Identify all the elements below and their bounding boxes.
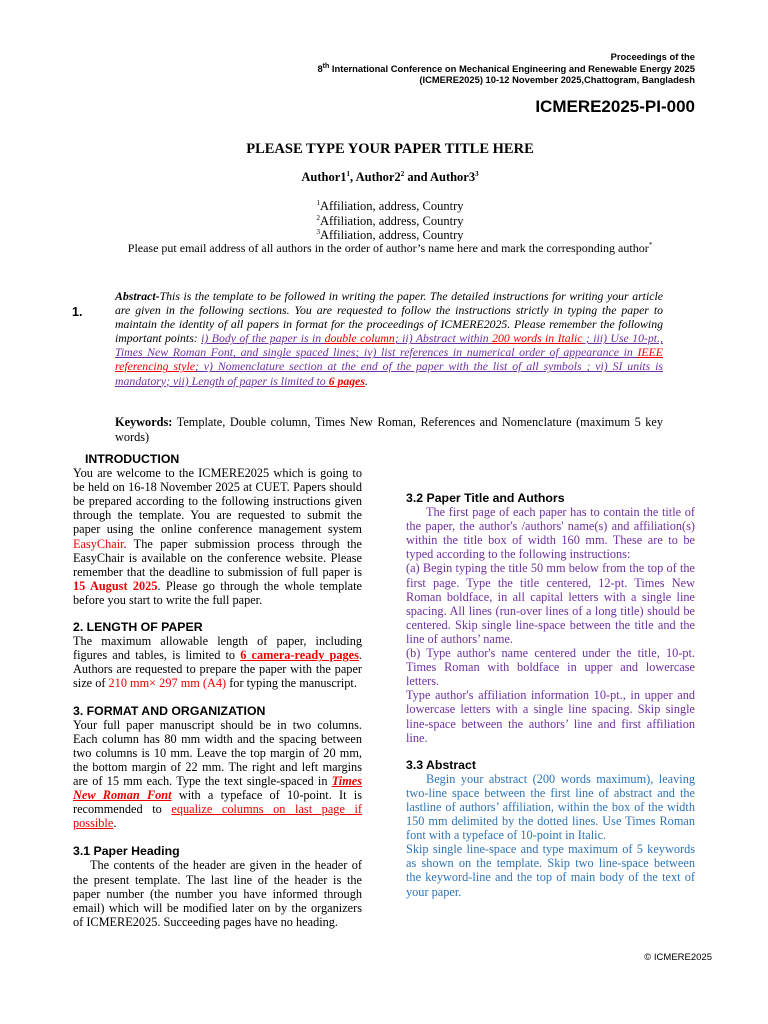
proc-line-1: Proceedings of the	[610, 51, 695, 62]
abstract: Abstract-This is the template to be followed in writing the paper. The detailed instructions for writing your article are given in the following sections. You are requested to follow the instructions strictly in typing the paper to maintain the identity of all papers in format for the proceedings of ICMERE2025. Please remember the following important points: i) Body of the paper is in double column; ii) Abstract within 200 words in Italic ; iii) Use 10-pt., Times New Roman Font, and single spaced lines; iv) list references in numerical order of appearance in IEEE referencing style; v) Nomenclature section at the end of the paper with the list of all symbols ; vi) SI units is mandatory; vii) Length of paper is limited to 6 pages.	[115, 289, 663, 388]
footer-copyright: © ICMERE2025	[644, 952, 712, 963]
proc-line-2: 8th International Conference on Mechanical Engineering and Renewable Energy 2025	[317, 62, 695, 74]
heading32-text-1: The first page of each paper has to contain the title of the paper, the author's /authors' name(s) and affiliation(s) within the title box of width 160 mm. These are to be typed according to the following instructions:	[406, 505, 695, 562]
author-line: $Author1^1$, $Author2^2$ and $Author3^3$	[301, 169, 479, 184]
format-text: Your full paper manuscript should be in two columns. Each column has 80 mm width and the spacing between two columns is 10 mm. Leave the top margin of 20 mm, the bottom margin of 22 mm. The right and left margins are of 15 mm each. Type the text single-spaced in Times New Roman Font with a typeface of 10-point. It is recommended to equalize columns on last page if possible.	[73, 717, 362, 831]
right-column	[406, 453, 695, 899]
intro-text: You are welcome to the ICMERE2025 which is going to be held on 16-18 November 2025 at CUET. Papers should be prepared according to the following instructions given through the template. You are requested to submit the paper using the online conference management system EasyChair. The paper submission process through the EasyChair is available on the conference website. Please remember that the deadline to submission of full paper is 15 August 2025. Please go through the whole template before you start to write the full paper.	[73, 466, 362, 607]
length-text: The maximum allowable length of paper, including figures and tables, is limited to 6 camera-ready pages. Authors are requested to prepare the paper with the paper size of 210 mm× 297 mm (A4) for typing the manuscript.	[73, 634, 362, 691]
heading32-text-4: Type author's affiliation information 10-pt., in upper and lowercase letters with a single line spacing. Skip single line-space between the authors’ line and first affiliation line.	[406, 688, 695, 745]
paper-title: PLEASE TYPE YOUR PAPER TITLE HERE	[246, 141, 534, 157]
heading31-heading: 3.1 Paper Heading	[73, 844, 180, 859]
heading31-continuation	[406, 453, 695, 481]
section-number: 1.	[72, 305, 83, 319]
paper-id: ICMERE2025-PI-000	[535, 97, 695, 116]
length-heading: 2. LENGTH OF PAPER	[73, 620, 203, 635]
keywords: Keywords: Template, Double column, Times New Roman, References and Nomenclature (maximum 5 key words)	[115, 415, 663, 444]
heading32-heading: 3.2 Paper Title and Authors	[406, 491, 565, 505]
heading32-text-2: (a) Begin typing the title 50 mm below from the top of the first page. Type the title centered, 12-pt. Times New Roman boldface, in all capital letters with a single line spacing. All lines (run-over lines of a long title) should be centered. Skip single line-space between the title and the line of authors’ name.	[406, 561, 695, 646]
heading32-text-3: (b) Type author's name centered under the title, 10-pt. Times Roman with boldface in upper and lowercase letters.	[406, 646, 695, 689]
left-column	[73, 452, 362, 929]
proc-line-3: (ICMERE2025) 10-12 November 2025,Chattogram, Bangladesh	[419, 74, 695, 85]
abstract-label: Abstract-	[115, 289, 160, 303]
intro-heading: INTRODUCTION	[85, 452, 180, 466]
heading33-heading: 3.3 Abstract	[406, 757, 476, 772]
affiliations	[0, 199, 768, 243]
email-note: Please put email address of all authors in the order of author’s name here and mark the corresponding author*	[127, 241, 653, 255]
format-heading: 3. FORMAT AND ORGANIZATION	[73, 703, 266, 718]
affiliation-1: $^1$Affiliation, address, Country	[316, 198, 464, 213]
heading31-text-part1: The contents of the header are given in the header of the present template. The last line of the header is the paper number (the number you have informed through email) which will be modified later on by the organizers of ICMERE2025. Succeeding pages have no heading.	[73, 858, 362, 929]
affiliation-2: $^2$Affiliation, address, Country	[316, 213, 464, 228]
proceedings-header	[317, 51, 695, 86]
heading33-text-1: Begin your abstract (200 words maximum), leaving two-line space between the first line of abstract and the lastline of authors’ affiliation, within the box of the width 150 mm delimited by the dotted lines. Use Times Roman font with a typeface of 10-point in Italic.	[406, 771, 695, 843]
affiliation-3: $^3$Affiliation, address, Country	[316, 227, 464, 242]
heading33-text-2: Skip single line-space and type maximum of 5 keywords as shown on the template. Skip two line-space between the keyword-line and the top of main body of the text of your paper.	[406, 842, 695, 899]
